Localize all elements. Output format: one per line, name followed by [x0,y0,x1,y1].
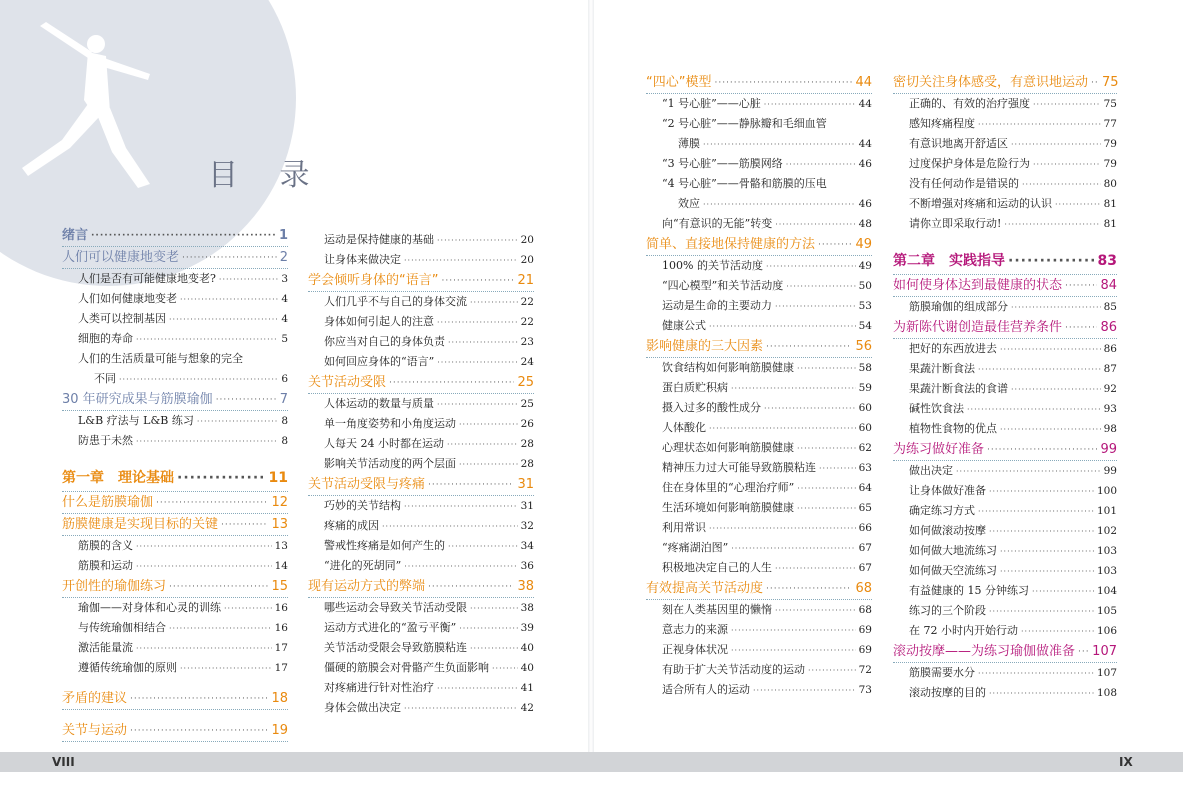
toc-section[interactable]: 关节活动受限 ····· 25 [308,372,534,394]
toc-entry[interactable]: 感知疼痛程度 ····· 77 [893,114,1117,134]
toc-entry[interactable]: 有意识地离开舒适区 ····· 79 [893,134,1117,154]
toc-column-4 [893,72,1117,703]
toc-entry[interactable]: 让身体来做决定 ····· 20 [308,250,534,270]
toc-section[interactable]: 开创性的瑜伽练习 ····· 15 [62,576,288,598]
toc-entry[interactable]: 不同 ····· 6 [62,369,288,389]
toc-entry[interactable]: 饮食结构如何影响筋膜健康 ····· 58 [646,358,872,378]
toc-section[interactable]: 简单、直接地保持健康的方法 ····· 49 [646,234,872,256]
toc-section[interactable]: 人们可以健康地变老 ····· 2 [62,247,288,269]
toc-entry[interactable]: 适合所有人的运动 ····· 73 [646,680,872,700]
toc-section[interactable]: 如何使身体达到最健康的状态 ····· 84 [893,275,1117,297]
toc-entry[interactable]: 请你立即采取行动! ····· 81 [893,214,1117,234]
toc-section[interactable]: 矛盾的建议 ····· 18 [62,688,288,710]
toc-entry[interactable]: 筋膜需要水分 ····· 107 [893,663,1117,683]
toc-entry[interactable]: 巧妙的关节结构 ····· 31 [308,496,534,516]
toc-entry[interactable]: 向“有意识的无能”转变 ····· 48 [646,214,872,234]
toc-entry[interactable]: 人体酸化 ····· 60 [646,418,872,438]
toc-entry[interactable]: 练习的三个阶段 ····· 105 [893,601,1117,621]
toc-entry[interactable]: 对疼痛进行针对性治疗 ····· 41 [308,678,534,698]
toc-section[interactable]: 为新陈代谢创造最佳营养条件 ····· 86 [893,317,1117,339]
page-number-right: IX [1119,755,1133,769]
toc-entry[interactable]: “3 号心脏”——筋膜网络 ····· 46 [646,154,872,174]
book-gutter [588,0,594,752]
toc-entry[interactable]: 做出决定 ····· 99 [893,461,1117,481]
toc-entry[interactable]: 不断增强对疼痛和运动的认识 ····· 81 [893,194,1117,214]
toc-entry[interactable]: 如何做滚动按摩 ····· 102 [893,521,1117,541]
toc-section[interactable]: 密切关注身体感受，有意识地运动 ····· 75 [893,72,1117,94]
toc-entry[interactable]: 碱性饮食法 ····· 93 [893,399,1117,419]
toc-entry[interactable]: 意志力的来源 ····· 69 [646,620,872,640]
toc-entry[interactable]: 薄膜 ····· 44 [646,134,872,154]
toc-entry[interactable]: 运动是生命的主要动力 ····· 53 [646,296,872,316]
page-title: 目 录 [208,158,326,193]
toc-entry[interactable]: 过度保护身体是危险行为 ····· 79 [893,154,1117,174]
toc-entry[interactable]: “4 号心脏”——骨骼和筋膜的压电 [662,177,827,190]
toc-entry[interactable]: 警戒性疼痛是如何产生的 ····· 34 [308,536,534,556]
toc-entry[interactable]: 你应当对自己的身体负责 ····· 23 [308,332,534,352]
toc-section[interactable]: 关节活动受限与疼痛 ····· 31 [308,474,534,496]
toc-entry[interactable]: 植物性食物的优点 ····· 98 [893,419,1117,439]
toc-entry[interactable]: 人们的生活质量可能与想象的完全 [78,352,243,365]
toc-section[interactable]: 影响健康的三大因素 ····· 56 [646,336,872,358]
toc-entry[interactable]: 运动方式进化的“盈亏平衡” ····· 39 [308,618,534,638]
page-number-left: VIII [52,755,75,769]
toc-section[interactable]: 有效提高关节活动度 ····· 68 [646,578,872,600]
toc-entry[interactable]: 人每天 24 小时都在运动 ····· 28 [308,434,534,454]
toc-entry[interactable]: 精神压力过大可能导致筋膜粘连 ····· 63 [646,458,872,478]
toc-chapter[interactable]: 第一章 理论基础 ····· 11 [62,465,288,492]
toc-entry[interactable]: 遵循传统瑜伽的原则 ····· 17 [62,658,288,678]
toc-entry[interactable]: 影响关节活动度的两个层面 ····· 28 [308,454,534,474]
toc-entry[interactable]: 僵硬的筋膜会对骨骼产生负面影响 ····· 40 [308,658,534,678]
toc-entry[interactable]: L&B 疗法与 L&B 练习 ····· 8 [62,411,288,431]
toc-entry[interactable]: 如何做大地流练习 ····· 103 [893,541,1117,561]
toc-entry[interactable]: 瑜伽——对身体和心灵的训练 ····· 16 [62,598,288,618]
toc-section[interactable]: 30 年研究成果与筋膜瑜伽 ····· 7 [62,389,288,411]
toc-entry[interactable]: 人体运动的数量与质量 ····· 25 [308,394,534,414]
toc-section[interactable]: 现有运动方式的弊端 ····· 38 [308,576,534,598]
toc-entry[interactable]: 有益健康的 15 分钟练习 ····· 104 [893,581,1117,601]
toc-entry[interactable]: 果蔬汁断食法 ····· 87 [893,359,1117,379]
toc-chapter[interactable]: 第二章 实践指导 ····· 83 [893,248,1117,275]
toc-entry[interactable]: 人类可以控制基因 ····· 4 [62,309,288,329]
toc-entry[interactable]: “2 号心脏”——静脉瓣和毛细血管 [662,117,827,130]
toc-entry[interactable]: “1 号心脏”——心脏 ····· 44 [646,94,872,114]
toc-entry[interactable]: 哪些运动会导致关节活动受限 ····· 38 [308,598,534,618]
toc-entry[interactable]: 激活能量流 ····· 17 [62,638,288,658]
yoga-pose-silhouette [0,0,200,200]
toc-section[interactable]: 为练习做好准备 ····· 99 [893,439,1117,461]
toc-entry[interactable]: 疼痛的成因 ····· 32 [308,516,534,536]
toc-section[interactable]: 绪言 ····· 1 [62,225,288,247]
toc-entry[interactable]: 积极地决定自己的人生 ····· 67 [646,558,872,578]
toc-entry[interactable]: 心理状态如何影响筋膜健康 ····· 62 [646,438,872,458]
toc-entry[interactable]: 让身体做好准备 ····· 100 [893,481,1117,501]
toc-section[interactable]: “四心”模型 ····· 44 [646,72,872,94]
toc-entry[interactable]: 身体会做出决定 ····· 42 [308,698,534,718]
toc-section[interactable]: 筋膜健康是实现目标的关键 ····· 13 [62,514,288,536]
toc-entry[interactable]: “四心模型”和关节活动度 ····· 50 [646,276,872,296]
toc-column-2 [308,230,534,718]
toc-entry[interactable]: 100% 的关节活动度 ····· 49 [646,256,872,276]
toc-entry[interactable]: 效应 ····· 46 [646,194,872,214]
toc-entry[interactable]: 滚动按摩的目的 ····· 108 [893,683,1117,703]
toc-entry[interactable]: 生活环境如何影响筋膜健康 ····· 65 [646,498,872,518]
toc-entry[interactable]: 摄入过多的酸性成分 ····· 60 [646,398,872,418]
toc-entry[interactable]: “进化的死胡同” ····· 36 [308,556,534,576]
toc-entry[interactable]: 住在身体里的“心理治疗师” ····· 64 [646,478,872,498]
toc-column-1 [62,225,288,742]
toc-entry[interactable]: 身体如何引起人的注意 ····· 22 [308,312,534,332]
toc-entry[interactable]: 在 72 小时内开始行动 ····· 106 [893,621,1117,641]
toc-entry[interactable]: 果蔬汁断食法的食谱 ····· 92 [893,379,1117,399]
toc-entry[interactable]: 筋膜的含义 ····· 13 [62,536,288,556]
toc-entry[interactable]: 正确的、有效的治疗强度 ····· 75 [893,94,1117,114]
toc-entry[interactable]: 确定练习方式 ····· 101 [893,501,1117,521]
toc-section[interactable]: 什么是筋膜瑜伽 ····· 12 [62,492,288,514]
toc-section[interactable]: 滚动按摩——为练习瑜伽做准备 ····· 107 [893,641,1117,663]
toc-entry[interactable]: 筋膜和运动 ····· 14 [62,556,288,576]
toc-entry[interactable]: 运动是保持健康的基础 ····· 20 [308,230,534,250]
toc-entry[interactable]: 人们是否有可能健康地变老? ····· 3 [62,269,288,289]
toc-entry[interactable]: 关节活动受限会导致筋膜粘连 ····· 40 [308,638,534,658]
toc-entry[interactable]: 利用常识 ····· 66 [646,518,872,538]
toc-entry[interactable]: 人们如何健康地变老 ····· 4 [62,289,288,309]
toc-entry[interactable]: “疼痛湖泊图” ····· 67 [646,538,872,558]
toc-section[interactable]: 关节与运动 ····· 19 [62,720,288,742]
toc-entry[interactable]: 把好的东西放进去 ····· 86 [893,339,1117,359]
toc-entry[interactable]: 如何做天空流练习 ····· 103 [893,561,1117,581]
toc-entry[interactable]: 健康公式 ····· 54 [646,316,872,336]
toc-entry[interactable]: 刻在人类基因里的懒惰 ····· 68 [646,600,872,620]
toc-entry[interactable]: 蛋白质贮积病 ····· 59 [646,378,872,398]
toc-entry[interactable]: 细胞的寿命 ····· 5 [62,329,288,349]
toc-section[interactable]: 学会倾听身体的“语言” ····· 21 [308,270,534,292]
page-footer-bar [0,752,1183,772]
toc-entry[interactable]: 如何回应身体的“语言” ····· 24 [308,352,534,372]
toc-entry[interactable]: 单一角度姿势和小角度运动 ····· 26 [308,414,534,434]
toc-entry[interactable]: 有助于扩大关节活动度的运动 ····· 72 [646,660,872,680]
toc-entry[interactable]: 没有任何动作是错误的 ····· 80 [893,174,1117,194]
toc-entry[interactable]: 筋膜瑜伽的组成部分 ····· 85 [893,297,1117,317]
toc-entry[interactable]: 人们几乎不与自己的身体交流 ····· 22 [308,292,534,312]
toc-entry[interactable]: 与传统瑜伽相结合 ····· 16 [62,618,288,638]
toc-entry[interactable]: 正视身体状况 ····· 69 [646,640,872,660]
toc-entry[interactable]: 防患于未然 ····· 8 [62,431,288,451]
toc-column-3 [646,72,872,700]
